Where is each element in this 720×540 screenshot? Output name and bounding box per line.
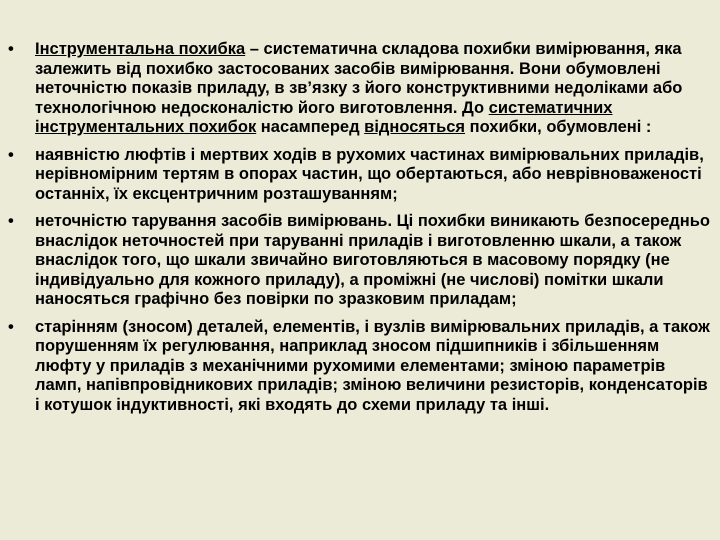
bullet-text: наявністю люфтів і мертвих ходів в рухомих частинах вимірювальних приладів, нерівномірним тертям в опорах частин, що обертаються, або неврівноваженості останніх, їх ексцентричним розташуванням; (35, 145, 704, 203)
link-systematic-instrumental-errors[interactable]: систематичних інструментальних похибок (35, 98, 613, 136)
bullet-item-definition (8, 40, 710, 138)
bullet-item-calibration (8, 212, 710, 310)
term-instrumental-error: Інструментальна похибка (35, 40, 246, 58)
definition-mid-text: насамперед (256, 118, 365, 136)
bullet-icon: • (8, 40, 14, 58)
definition-end-text: похибки, обумовлені : (465, 118, 652, 136)
bullet-text: неточністю тарування засобів вимірювань. Ці похибки виникають безпосередньо внаслідок неточностей при таруванні приладів і виготовленню шкали, а також внаслідок того, що шкали звичайно виготовляються в масовому порядку (не індивідуально для кожного приладу), а проміжні (не числові) помітки шкали наносяться графічно без повірки по зразковим приладам; (35, 212, 710, 308)
bullet-icon: • (8, 317, 14, 336)
definition-text: – систематична складова похибки вимірювання, яка залежить від похибко застосованих засобів вимірювання. Вони обумовлені неточністю показів приладу, в зв’язку з його конструктивними недоліками або технологічною недосконалістю його виготовлення. До (35, 40, 683, 117)
bullet-list (8, 40, 710, 415)
bullet-text: старінням (зносом) деталей, елементів, і вузлів вимірювальних приладів, а також порушенням їх регулювання, наприклад зносом підшипників і збільшенням люфту у приладів з механічними рухомими елементами; зміною параметрів ламп, напівпровідникових приладів; зміною величини резисторів, конденсаторів і котушок індуктивності, які входять до схеми приладу та інші. (35, 317, 710, 414)
link-belong-to[interactable]: відносяться (364, 118, 466, 136)
bullet-item-aging (8, 318, 710, 416)
bullet-icon: • (8, 212, 14, 230)
bullet-item-backlash (8, 146, 710, 205)
bullet-icon: • (8, 145, 14, 164)
